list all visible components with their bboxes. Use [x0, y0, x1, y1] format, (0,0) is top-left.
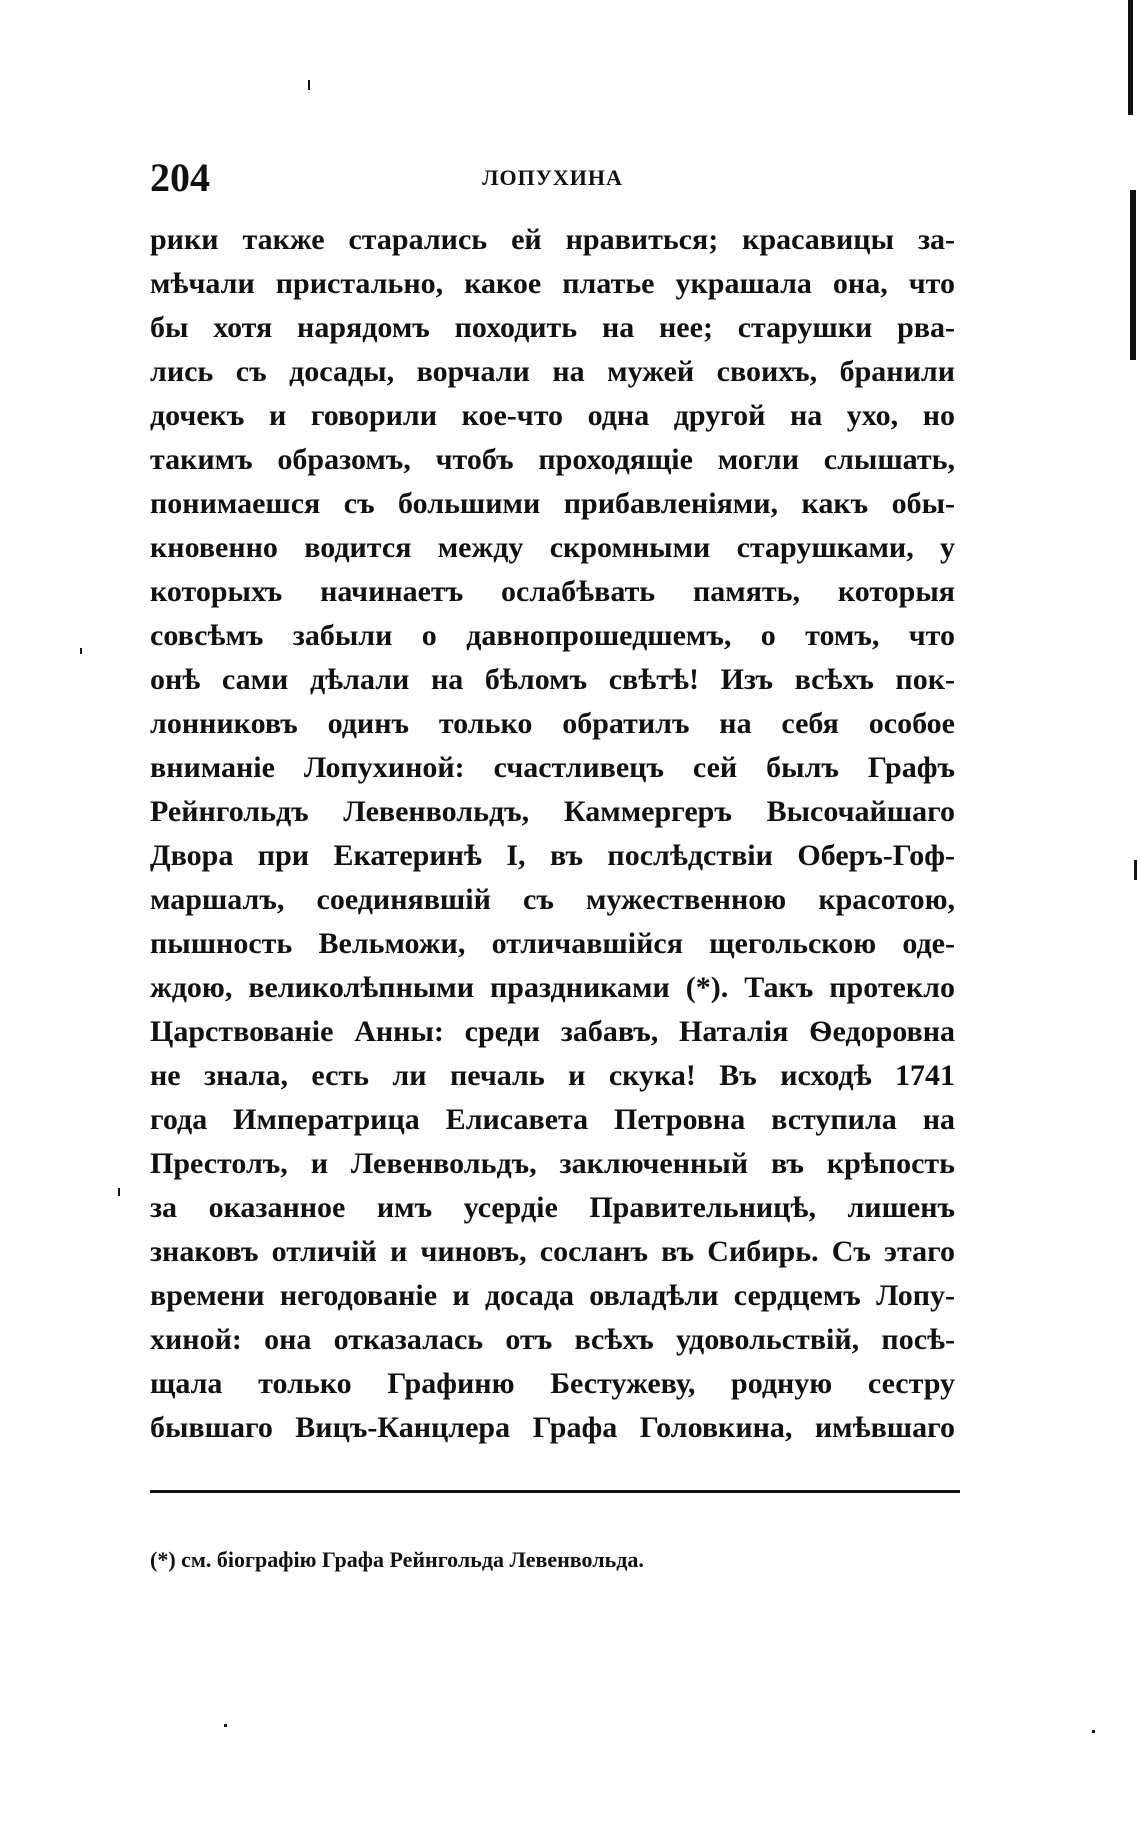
text-line: пышность Вельможи, отличавшійся щегольскою оде-	[150, 927, 955, 960]
scan-speck	[118, 1188, 120, 1196]
text-line: ждою, великолѣпными праздниками (*). Такъ протекло	[150, 971, 955, 1004]
text-line: времени негодованіе и досада овладѣли сердцемъ Лопу-	[150, 1279, 955, 1312]
running-head: ЛОПУХИНА	[482, 165, 623, 190]
footnote-rule	[150, 1490, 960, 1493]
text-line: не знала, есть ли печаль и скука! Въ исходѣ 1741	[150, 1059, 955, 1092]
text-line: Царствованіе Анны: среди забавъ, Наталія Ѳедоровна	[150, 1015, 955, 1048]
scan-speck	[308, 80, 310, 90]
text-line: мѣчали пристально, какое платье украшала она, что	[150, 267, 955, 300]
text-line: бывшаго Вицъ-Канцлера Графа Головкина, имѣвшаго	[150, 1411, 955, 1444]
text-line: дочекъ и говорили кое-что одна другой на ухо, но	[150, 399, 955, 432]
text-line: года Императрица Елисавета Петровна вступила на	[150, 1103, 955, 1136]
page-header	[150, 148, 955, 208]
text-line: Рейнгольдъ Левенвольдъ, Каммергеръ Высочайшаго	[150, 795, 955, 828]
text-line: Двора при Екатеринѣ I, въ послѣдствіи Оберъ-Гоф-	[150, 839, 955, 872]
text-line: кновенно водится между скромными старушками, у	[150, 531, 955, 564]
scan-edge-mark	[1134, 860, 1137, 880]
text-line: такимъ образомъ, чтобъ проходящіе могли слышать,	[150, 443, 955, 476]
text-line: щала только Графиню Бестужеву, родную сестру	[150, 1367, 955, 1400]
scan-edge-mark	[1128, 0, 1133, 115]
body-text	[150, 218, 955, 1450]
text-line: маршалъ, соединявшій съ мужественною красотою,	[150, 883, 955, 916]
text-line: знаковъ отличій и чиновъ, сосланъ въ Сибирь. Съ этаго	[150, 1235, 955, 1268]
scan-speck	[224, 1724, 227, 1727]
text-line: за оказанное имъ усердіе Правительницѣ, лишенъ	[150, 1191, 955, 1224]
text-line: лонниковъ одинъ только обратилъ на себя особое	[150, 707, 955, 740]
scan-speck	[1092, 1730, 1095, 1733]
text-line: лись съ досады, ворчали на мужей своихъ, бранили	[150, 355, 955, 388]
scan-edge-mark	[1130, 190, 1136, 360]
footnote: (*) см. біографію Графа Рейнгольда Левенвольда.	[150, 1547, 644, 1572]
text-line: Престолъ, и Левенвольдъ, заключенный въ крѣпость	[150, 1147, 955, 1180]
text-line: вниманіе Лопухиной: счастливецъ сей былъ Графъ	[150, 751, 955, 784]
text-line: хиной: она отказалась отъ всѣхъ удовольствій, посѣ-	[150, 1323, 955, 1356]
text-line: понимаешся съ большими прибавленіями, какъ обы-	[150, 487, 955, 520]
text-line: онѣ сами дѣлали на бѣломъ свѣтѣ! Изъ всѣхъ пок-	[150, 663, 955, 696]
page-number: 204	[150, 155, 210, 200]
text-line: которыхъ начинаетъ ослабѣвать память, которыя	[150, 575, 955, 608]
text-line: совсѣмъ забыли о давнопрошедшемъ, о томъ, что	[150, 619, 955, 652]
text-line: рики также старались ей нравиться; красавицы за-	[150, 223, 955, 256]
scan-speck	[80, 648, 82, 654]
text-line: бы хотя нарядомъ походить на нее; старушки рва-	[150, 311, 955, 344]
